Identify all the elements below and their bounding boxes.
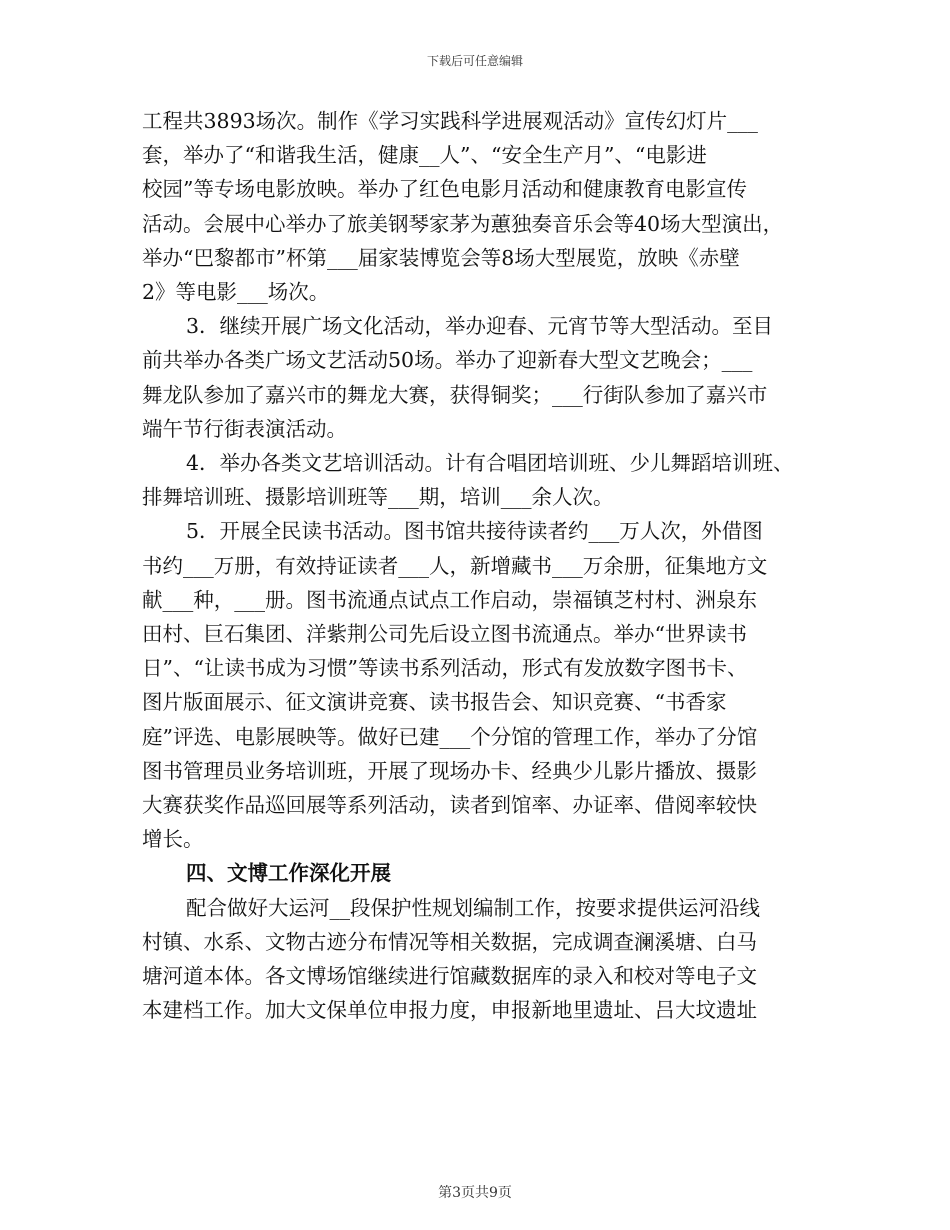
text-line: 2》等电影___场次。 <box>142 280 330 305</box>
paragraph-5-start: 5．开展全民读书活动。图书馆共接待读者约___万人次，外借图 <box>186 519 763 544</box>
text-line: 舞龙队参加了嘉兴市的舞龙大赛，获得铜奖；___行街队参加了嘉兴市 <box>142 382 768 407</box>
text-line: 端午节行街表演活动。 <box>142 416 347 441</box>
text-line: 献___种，___册。图书流通点试点工作启动，崇福镇芝村村、洲泉东 <box>142 587 757 612</box>
text-line: 工程共3893场次。制作《学习实践科学进展观活动》宣传幻灯片___ <box>142 109 758 133</box>
paragraph-start: 配合做好大运河__段保护性规划编制工作，按要求提供运河沿线 <box>186 895 760 920</box>
text-line: 前共举办各类广场文艺活动50场。举办了迎新春大型文艺晚会；___ <box>142 348 753 373</box>
text-line: 村镇、水系、文物古迹分布情况等相关数据，完成调查澜溪塘、白马 <box>142 929 757 954</box>
text-line: 书约___万册，有效持证读者___人，新增藏书___万余册，征集地方文 <box>142 553 768 578</box>
document-body <box>142 104 808 1027</box>
text-line: 图片版面展示、征文演讲竞赛、读书报告会、知识竞赛、“书香家 <box>142 690 727 715</box>
text-line: 套，举办了“和谐我生活，健康__人”、“安全生产月”、“电影进 <box>142 143 707 168</box>
text-line: 排舞培训班、摄影培训班等___期，培训___余人次。 <box>142 485 614 510</box>
text-line: 举办“巴黎都市”杯第___届家装博览会等8场大型展览，放映《赤壁 <box>142 245 740 270</box>
section-heading: 四、文博工作深化开展 <box>186 861 391 886</box>
text-line: 本建档工作。加大文保单位申报力度，申报新地里遗址、吕大坟遗址 <box>142 998 757 1023</box>
text-line: 日”、“让读书成为习惯”等读书系列活动，形式有发放数字图书卡、 <box>142 656 748 681</box>
text-line: 田村、巨石集团、洋紫荆公司先后设立图书流通点。举办“世界读书 <box>142 622 747 647</box>
text-line: 校园”等专场电影放映。举办了红色电影月活动和健康教育电影宣传 <box>142 177 747 202</box>
paragraph-3-start: 3．继续开展广场文化活动，举办迎春、元宵节等大型活动。至目 <box>186 314 774 339</box>
text-line: 增长。 <box>142 827 204 852</box>
page-footer: 第3页共9页 <box>438 1185 512 1201</box>
paragraph-4-start: 4．举办各类文艺培训活动。计有合唱团培训班、少儿舞蹈培训班、 <box>186 451 794 476</box>
text-line: 图书管理员业务培训班，开展了现场办卡、经典少儿影片播放、摄影 <box>142 758 757 783</box>
text-line: 大赛获奖作品巡回展等系列活动，读者到馆率、办证率、借阅率较快 <box>142 793 757 818</box>
page-header: 下载后可任意编辑 <box>426 54 523 68</box>
text-line: 塘河道本体。各文博场馆继续进行馆藏数据库的录入和校对等电子文 <box>142 964 757 989</box>
text-line: 活动。会展中心举办了旅美钢琴家茅为蕙独奏音乐会等40场大型演出， <box>142 211 784 236</box>
text-line: 庭”评选、电影展映等。做好已建___个分馆的管理工作，举办了分馆 <box>142 724 758 749</box>
